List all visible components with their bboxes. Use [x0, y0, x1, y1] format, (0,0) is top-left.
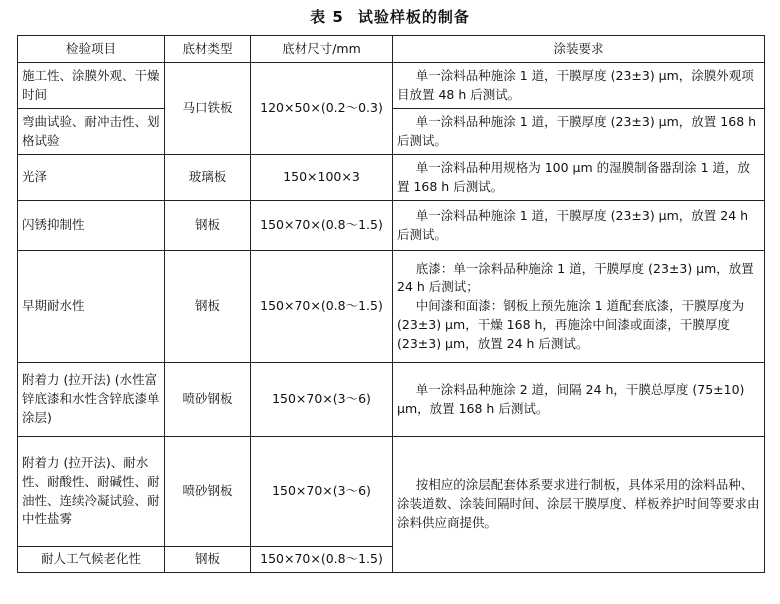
cell-size: 150×100×3	[251, 155, 393, 201]
header-item: 检验项目	[18, 36, 165, 63]
table-row	[18, 201, 765, 251]
table-row	[18, 437, 765, 547]
table-title: 试验样板的制备	[357, 8, 470, 26]
table-caption	[0, 6, 780, 27]
requirement-text: 单一涂料品种施涂 1 道，干膜厚度 (23±3) μm，放置 24 h 后测试。	[397, 207, 749, 242]
cell-requirement	[393, 109, 765, 155]
table-number: 表 5	[310, 8, 344, 26]
cell-item: 早期耐水性	[18, 251, 165, 363]
cell-substrate: 钢板	[165, 201, 251, 251]
cell-size: 150×70×(0.8～1.5)	[251, 201, 393, 251]
cell-item: 闪锈抑制性	[18, 201, 165, 251]
requirement-topcoat: 中间漆和面漆：钢板上预先施涂 1 道配套底漆，干膜厚度为 (23±3) μm，干燥 168 h，再施涂中间漆或面漆，干膜厚度 (23±3) μm，放置 24 h 后测试。	[397, 298, 745, 351]
requirement-text: 单一涂料品种施涂 1 道，干膜厚度 (23±3) μm，涂膜外观项目放置 48 h 后测试。	[397, 67, 754, 102]
cell-size: 150×70×(3～6)	[251, 363, 393, 437]
cell-substrate: 喷砂钢板	[165, 363, 251, 437]
cell-item: 耐人工气候老化性	[18, 547, 165, 573]
cell-item: 附着力 (拉开法)、耐水性、耐酸性、耐碱性、耐油性、连续冷凝试验、耐中性盐雾	[18, 437, 165, 547]
cell-item: 施工性、涂膜外观、干燥时间	[18, 63, 165, 109]
cell-item: 附着力 (拉开法) (水性富锌底漆和水性含锌底漆单涂层)	[18, 363, 165, 437]
cell-size: 150×70×(3～6)	[251, 437, 393, 547]
header-substrate: 底材类型	[165, 36, 251, 63]
cell-substrate: 钢板	[165, 251, 251, 363]
header-requirement: 涂装要求	[393, 36, 765, 63]
table-row	[18, 363, 765, 437]
requirement-text: 单一涂料品种用规格为 100 μm 的湿膜制备器刮涂 1 道，放置 168 h 后测试。	[397, 159, 751, 194]
header-size: 底材尺寸/mm	[251, 36, 393, 63]
cell-item: 弯曲试验、耐冲击性、划格试验	[18, 109, 165, 155]
table-row	[18, 155, 765, 201]
cell-substrate: 喷砂钢板	[165, 437, 251, 547]
cell-item: 光泽	[18, 155, 165, 201]
requirement-text: 单一涂料品种施涂 2 道，间隔 24 h，干膜总厚度 (75±10) μm，放置 168 h 后测试。	[397, 381, 745, 416]
cell-size: 150×70×(0.8～1.5)	[251, 547, 393, 573]
cell-requirement	[393, 437, 765, 573]
header-row	[18, 36, 765, 63]
table-row	[18, 63, 765, 109]
cell-requirement	[393, 363, 765, 437]
specimen-preparation-table	[17, 35, 765, 573]
cell-requirement	[393, 63, 765, 109]
cell-size: 120×50×(0.2～0.3)	[251, 63, 393, 155]
table-row	[18, 251, 765, 363]
cell-size: 150×70×(0.8～1.5)	[251, 251, 393, 363]
cell-requirement	[393, 155, 765, 201]
cell-substrate: 马口铁板	[165, 63, 251, 155]
requirement-text: 单一涂料品种施涂 1 道，干膜厚度 (23±3) μm，放置 168 h 后测试。	[397, 113, 757, 148]
cell-substrate: 钢板	[165, 547, 251, 573]
cell-requirement	[393, 201, 765, 251]
requirement-primer: 底漆：单一涂料品种施涂 1 道，干膜厚度 (23±3) μm，放置 24 h 后测试；	[397, 260, 754, 295]
cell-requirement	[393, 251, 765, 363]
cell-substrate: 玻璃板	[165, 155, 251, 201]
requirement-text: 按相应的涂层配套体系要求进行制板，具体采用的涂料品种、涂装道数、涂装间隔时间、涂层干膜厚度、样板养护时间等要求由涂料供应商提供。	[397, 477, 760, 530]
